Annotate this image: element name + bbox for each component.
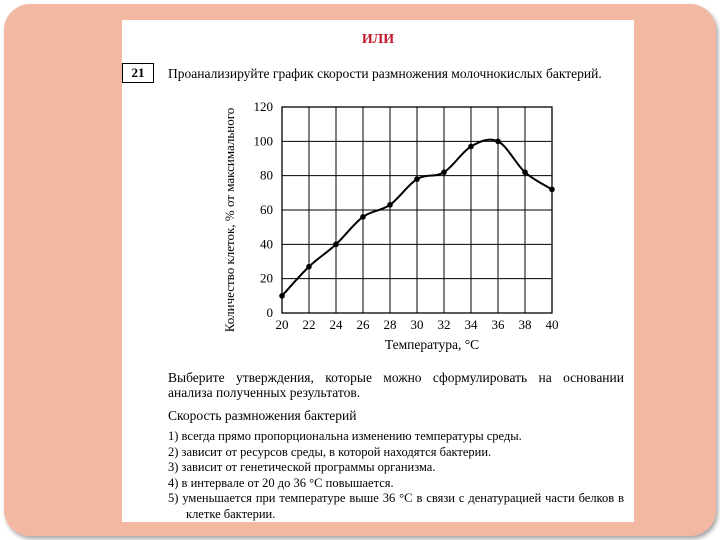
y-tick-label: 20	[260, 270, 273, 286]
y-axis-label: Количество клеток, % от максимального	[222, 107, 237, 333]
x-tick-label: 34	[464, 317, 478, 332]
slide-frame	[4, 4, 716, 536]
answer-option-1: 1) всегда прямо пропорциональна изменению температуры среды.	[168, 429, 522, 443]
x-tick-label: 22	[302, 317, 316, 332]
data-point	[549, 187, 555, 193]
answer-option-3: 3) зависит от генетической программы организма.	[168, 460, 436, 475]
data-point	[468, 144, 474, 150]
y-tick-labels	[254, 99, 274, 320]
x-axis-label: Температура, °С	[384, 337, 480, 352]
x-tick-label: 40	[545, 317, 559, 332]
x-tick-labels	[276, 317, 559, 332]
data-point	[360, 214, 366, 220]
data-point	[414, 176, 420, 182]
x-tick-label: 28	[383, 317, 397, 332]
data-point	[279, 293, 285, 299]
x-tick-label: 38	[518, 317, 532, 332]
options-subheading: Скорость размножения бактерий	[168, 408, 357, 423]
y-tick-label: 120	[253, 99, 273, 114]
answer-option-4: 4) в интервале от 20 до 36 °С повышается.	[168, 475, 394, 490]
data-point	[306, 264, 312, 270]
answer-option-5: 5) уменьшается при температуре выше 36 °С в связи с денатурацией части белков в клетке бактерии.	[168, 491, 624, 521]
x-tick-label: 36	[491, 317, 505, 332]
x-tick-label: 30	[410, 317, 424, 332]
question-text: Проанализируйте график скорости размножения молочнокислых бактерий.	[168, 66, 602, 81]
x-tick-label: 26	[356, 317, 370, 332]
y-tick-label: 40	[260, 236, 273, 252]
alternative-label: ИЛИ	[361, 32, 395, 47]
data-point	[441, 169, 447, 175]
x-tick-label: 32	[437, 317, 451, 332]
answer-options	[168, 429, 624, 522]
data-point	[495, 139, 501, 145]
y-tick-label: 80	[260, 167, 273, 183]
worksheet-page	[122, 20, 634, 522]
x-tick-label: 20	[275, 317, 289, 332]
y-tick-label: 0	[266, 305, 273, 320]
y-tick-label: 100	[253, 133, 273, 149]
growth-rate-chart	[122, 20, 634, 365]
data-point	[333, 242, 339, 248]
y-tick-label: 60	[260, 202, 273, 217]
chart-grid	[282, 107, 552, 313]
question-number-box: 21	[122, 63, 154, 83]
instruction-paragraph: Выберите утверждения, которые можно сформулировать на основании анализа полученных результатов.	[168, 370, 624, 400]
x-tick-label: 24	[329, 317, 343, 332]
data-point	[522, 169, 528, 175]
answer-option-2: 2) зависит от ресурсов среды, в которой находятся бактерии.	[168, 444, 492, 459]
data-point	[387, 202, 393, 208]
